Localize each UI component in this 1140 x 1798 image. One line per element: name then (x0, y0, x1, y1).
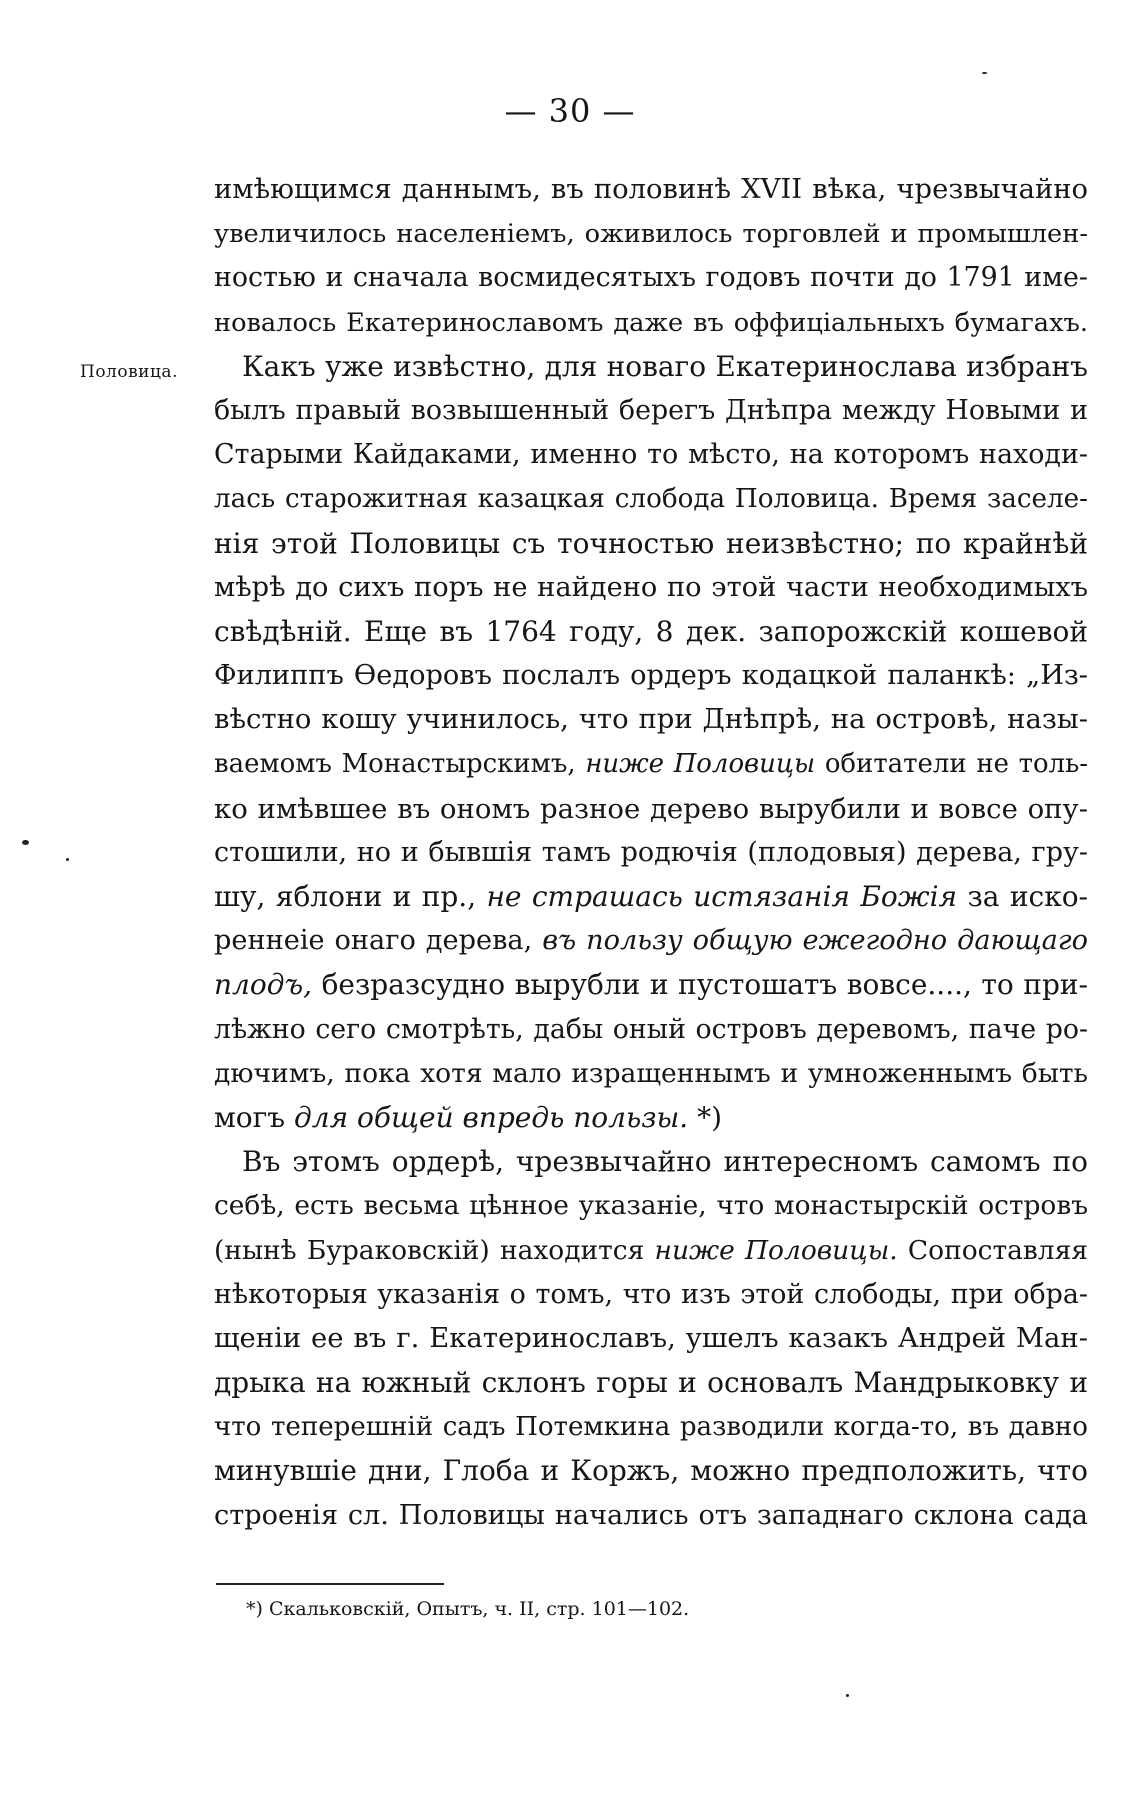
text-line: мѣрѣ до сихъ поръ не найдено по этой части необходимыхъ (214, 571, 1088, 603)
text-line: лѣжно сего смотрѣть, дабы оный островъ деревомъ, паче ро- (214, 1013, 1088, 1045)
text-line: стошили, но и бывшія тамъ родючія (плодовыя) дерева, гру- (214, 836, 1088, 868)
footnote: *) Скальковскій, Опытъ, ч. II, стр. 101—102. (246, 1598, 690, 1620)
text-line: что теперешній садъ Потемкина разводили когда-то, въ давно (214, 1412, 1088, 1443)
italic-segment: не страшась истязанія Божія (486, 880, 958, 913)
text-line: себѣ, есть весьма цѣнное указаніе, что монастырскій островъ (214, 1190, 1088, 1222)
main-text (214, 168, 1088, 1538)
italic-segment: плодъ, (214, 968, 313, 1002)
text-line: Въ этомъ ордерѣ, чрезвычайно интересномъ самомъ по (242, 1145, 1088, 1179)
text-line: щеніи ее въ г. Екатеринославъ, ушелъ казакъ Андрей Ман- (214, 1322, 1088, 1354)
text-segment: Сопоставляя (907, 1234, 1088, 1266)
text-line (214, 1229, 1088, 1273)
text-line: ностью и сначала восмидесятыхъ годовъ почти до 1791 име- (214, 262, 1088, 294)
italic-segment: ниже Половицы. (654, 1234, 898, 1266)
text-line (214, 919, 1088, 963)
text-line: новалось Екатеринославомъ даже въ оффиціальныхъ бумагахъ. (214, 307, 1088, 338)
italic-segment: для общей впредь пользы. (294, 1100, 689, 1134)
text-segment: ваемомъ Монастырскимъ, (214, 749, 576, 780)
italic-segment: въ пользу общую ежегодно дающаго (542, 925, 1088, 957)
footnote-rule (216, 1583, 444, 1585)
margin-note: Половица. (80, 362, 178, 382)
text-line: Филиппъ Ѳедоровъ послалъ ордеръ кодацкой паланкѣ: „Из- (214, 660, 1088, 692)
text-line: имѣющимся даннымъ, въ половинѣ XVII вѣка, чрезвычайно (214, 174, 1088, 205)
text-line: нѣкоторыя указанія о томъ, что изъ этой слободы, при обра- (214, 1278, 1088, 1310)
text-line: увеличилось населеніемъ, оживилось торговлей и промышлен- (214, 219, 1088, 250)
text-line: минувшіе дни, Глоба и Коржъ, можно предположить, что (214, 1454, 1088, 1488)
text-line: лась старожитная казацкая слобода Половица. Время заселе- (214, 484, 1088, 515)
text-line: свѣдѣній. Еще въ 1764 году, 8 дек. запорожскій кошевой (214, 614, 1088, 648)
text-segment: шу, яблони и пр., (214, 880, 477, 913)
text-line: дрыка на южный склонъ горы и основалъ Мандрыковку и (214, 1366, 1088, 1400)
text-line: былъ правый возвышенный берегъ Днѣпра между Новыми и (214, 394, 1088, 426)
text-line: Какъ уже извѣстно, для новаго Екатеринослава избранъ (242, 349, 1088, 383)
text-line (214, 1096, 1088, 1140)
footnote-marker: *) (697, 1100, 723, 1134)
text-segment: безразсудно вырубли и пустошатъ вовсе...., то при- (321, 968, 1088, 1002)
text-line (214, 875, 1088, 919)
text-segment: за иско- (967, 880, 1089, 913)
text-line (214, 742, 1088, 786)
page-number: — 30 — (504, 92, 636, 130)
text-line: Старыми Кайдаками, именно то мѣсто, на которомъ находи- (214, 439, 1088, 471)
text-line: вѣстно кошу учинилось, что при Днѣпрѣ, на островѣ, назы- (214, 704, 1088, 736)
text-segment: могъ (214, 1100, 286, 1134)
print-speck (982, 72, 987, 74)
text-line: строенія сл. Половицы начались отъ западнаго склона сада (214, 1499, 1088, 1531)
text-line (214, 963, 1088, 1007)
text-line: ко имѣвшее въ ономъ разное дерево вырубили и вовсе опу- (214, 792, 1088, 825)
text-line: нія этой Половицы съ точностью неизвѣстно; по крайнѣй (214, 526, 1088, 560)
print-speck (846, 1694, 849, 1697)
text-segment: (нынѣ Бураковскій) находится (214, 1234, 645, 1266)
text-segment: реннеіе онаго дерева, (214, 925, 533, 957)
text-segment: обитатели не толь- (824, 749, 1089, 780)
print-speck (66, 858, 69, 861)
text-line: дючимъ, пока хотя мало изращеннымъ и умноженнымъ быть (214, 1057, 1088, 1089)
print-speck (22, 840, 29, 845)
italic-segment: ниже Половицы (585, 749, 816, 780)
